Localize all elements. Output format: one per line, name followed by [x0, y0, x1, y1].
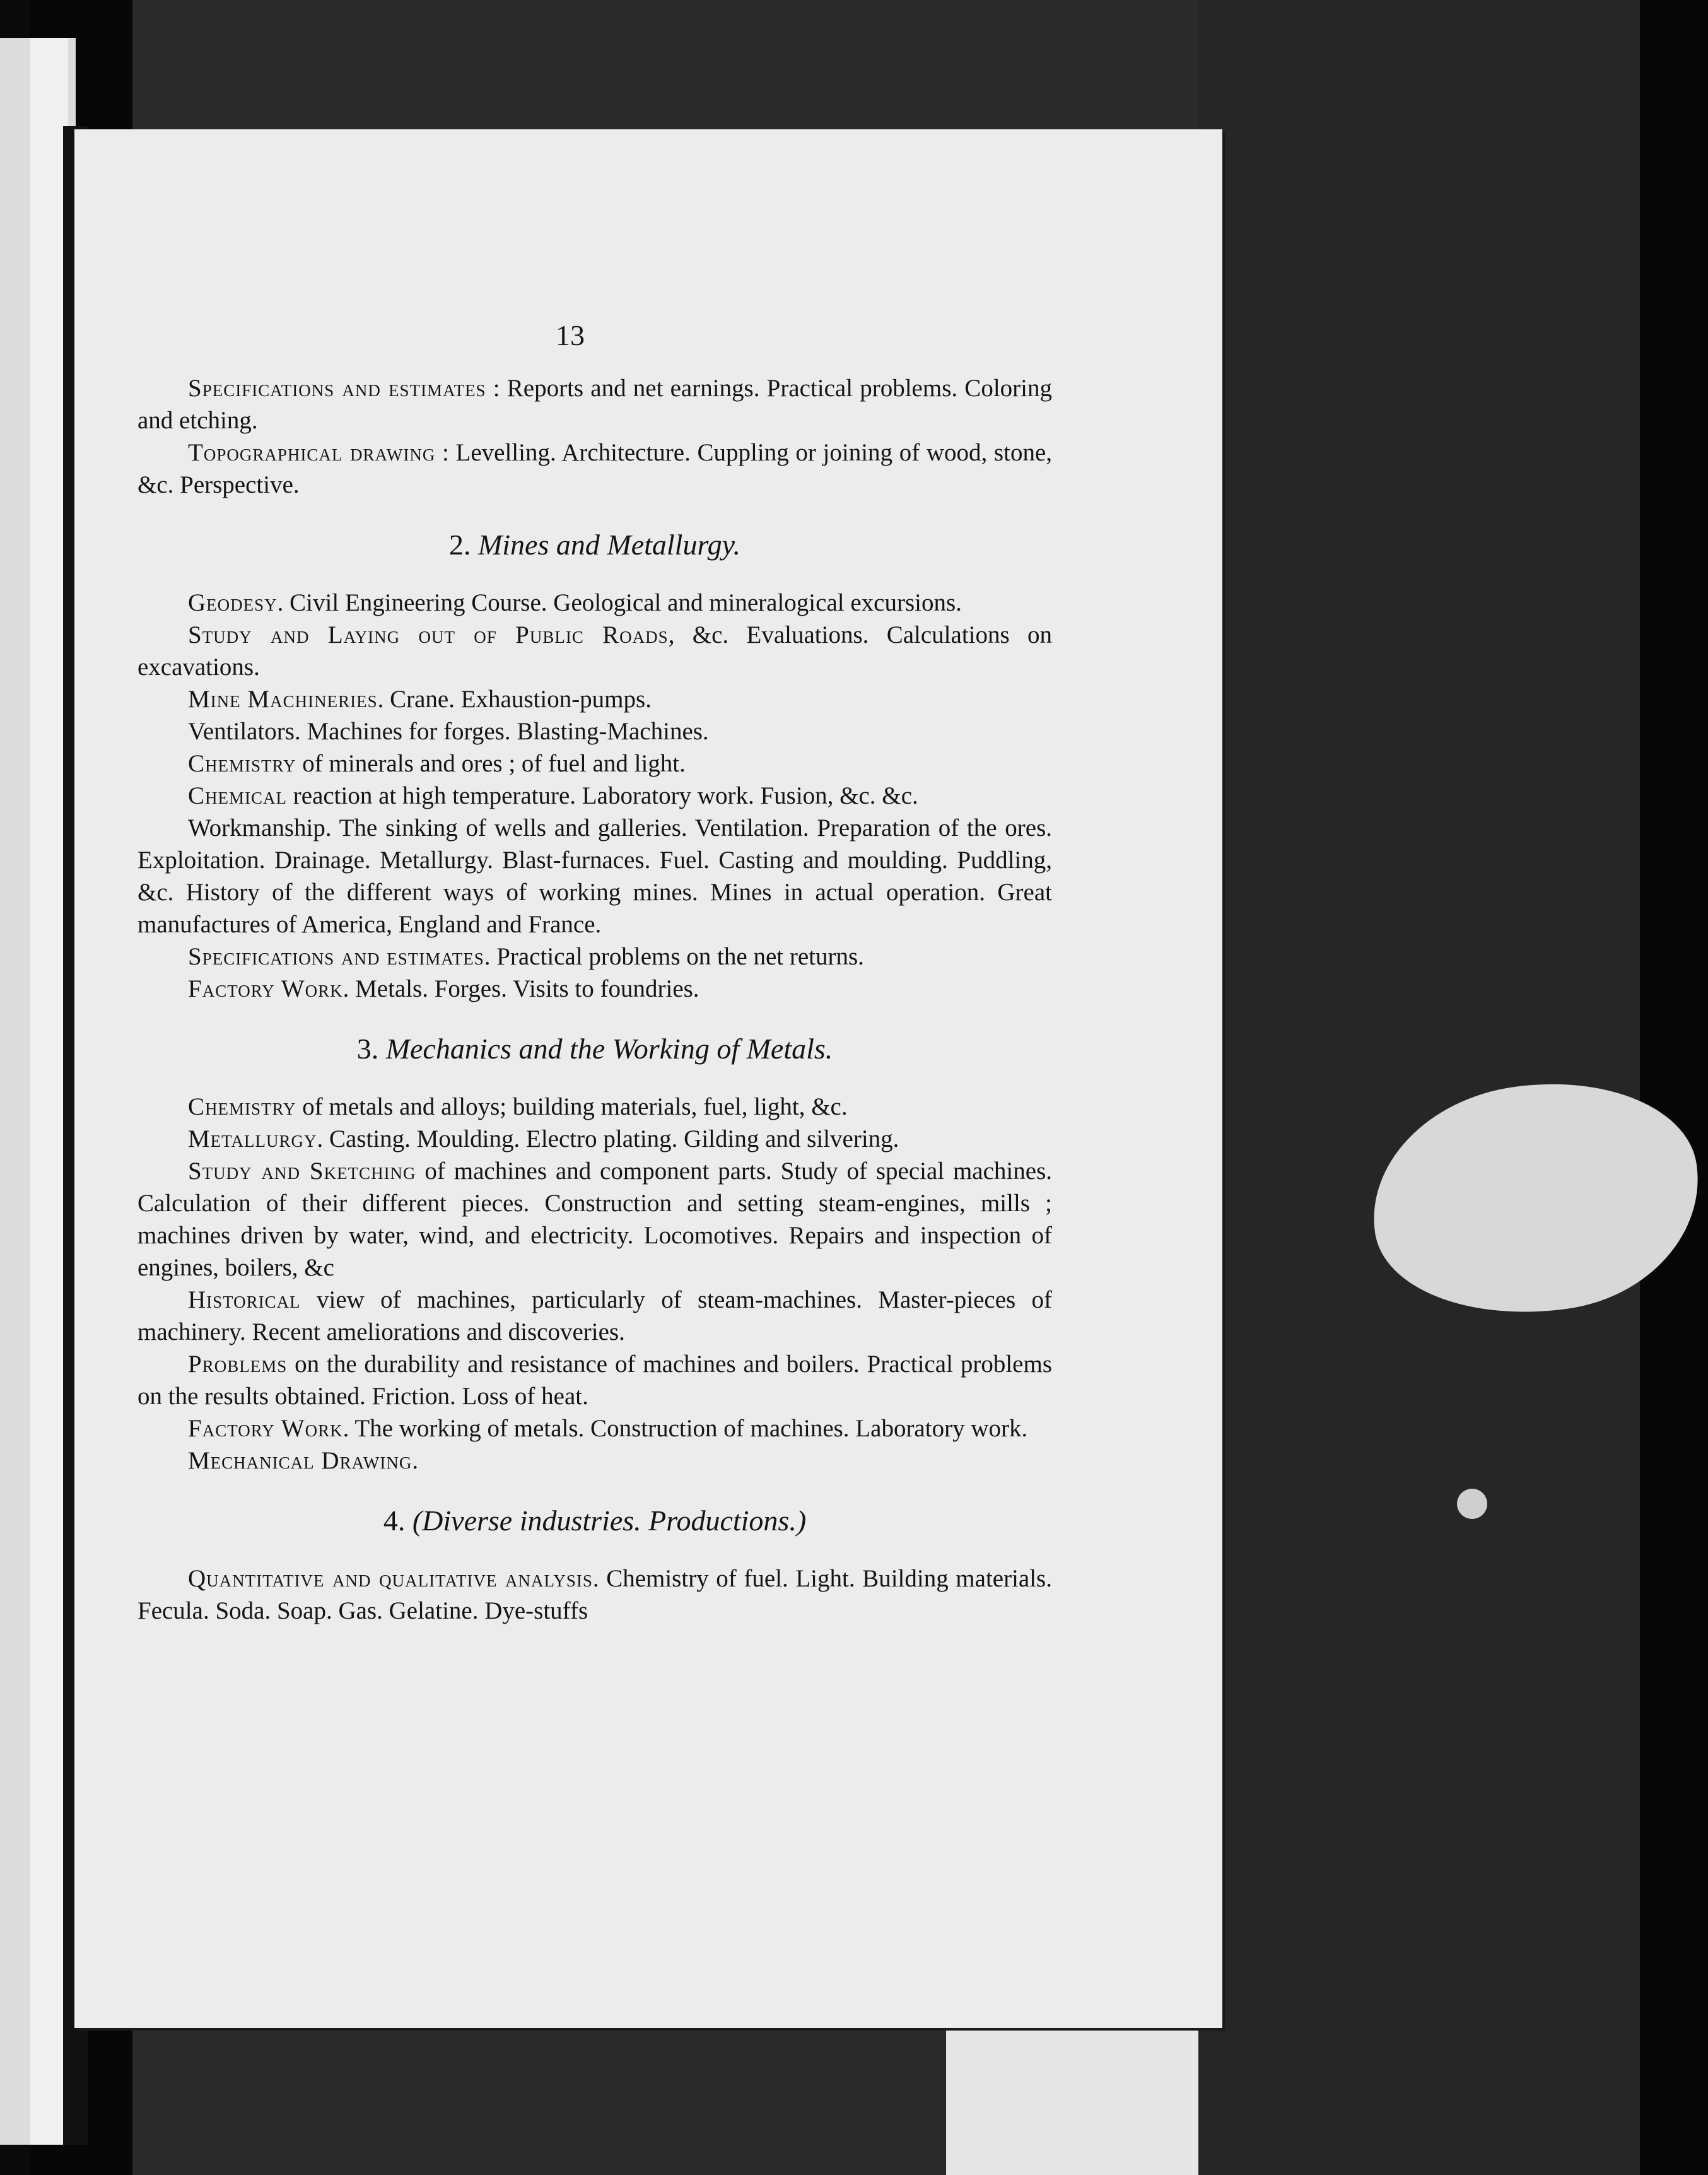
paragraph	[137, 747, 1052, 780]
paragraph	[137, 437, 1052, 501]
paragraph	[137, 1445, 1052, 1477]
section-title: (Diverse industries. Productions.)	[412, 1504, 807, 1537]
paragraph	[137, 372, 1052, 437]
page-number: 13	[556, 319, 585, 351]
section-number: 3.	[356, 1033, 386, 1065]
section-number: 2.	[448, 529, 478, 561]
paragraph	[137, 587, 1052, 619]
paragraph-text: Ventilators. Machines for forges. Blasting-Machines.	[188, 718, 709, 745]
paragraph-lead: Metallurgy	[188, 1125, 317, 1152]
paragraph-lead: Study and Sketching	[188, 1158, 416, 1185]
paragraph-text: .	[412, 1447, 419, 1474]
paragraph	[137, 941, 1052, 973]
paragraph-lead: Chemistry	[188, 750, 296, 777]
paragraph-text: , &c. Evaluations. Calculations on excavations.	[137, 621, 1052, 681]
paragraph	[137, 1562, 1052, 1627]
paragraph-text: Workmanship. The sinking of wells and galleries. Ventilation. Preparation of the ores. Exploitation. Drainage. Metallurgy. Blast-furnaces. Fuel. Casting and moulding. Puddling, &c. History of the different ways of working mines. Mines in actual operation. Great manufactures of America, England and France.	[137, 814, 1052, 938]
paragraph	[137, 1123, 1052, 1155]
paragraph-lead: Topographical drawing	[188, 439, 436, 466]
paragraph	[137, 1155, 1052, 1284]
paragraph-lead: Mine Machineries	[188, 686, 378, 713]
paragraph-text: : Reports and net earnings. Practical problems. Coloring and etching.	[137, 375, 1052, 434]
paragraph-text: . Metals. Forges. Visits to foundries.	[342, 975, 699, 1002]
section-number: 4.	[383, 1504, 412, 1537]
paragraph-text: . Practical problems on the net returns.	[484, 943, 864, 970]
paragraph-lead: Historical	[188, 1286, 301, 1313]
paragraph-lead: Mechanical Drawing	[188, 1447, 412, 1474]
paragraph-lead: Specifications and estimates	[188, 943, 484, 970]
paragraph-lead: Geodesy	[188, 589, 278, 616]
paragraph-text: of metals and alloys; building materials, fuel, light, &c.	[296, 1093, 848, 1120]
paragraph-text: view of machines, particularly of steam-machines. Master-pieces of machinery. Recent ameliorations and discoveries.	[137, 1286, 1052, 1345]
paragraph-lead: Study and Laying out of Public Roads	[188, 621, 669, 648]
paragraph-text: : Levelling. Architecture. Cuppling or joining of wood, stone, &c. Perspective.	[137, 439, 1053, 498]
paragraph	[137, 715, 1052, 747]
paragraph	[137, 812, 1052, 941]
facing-page-edge-highlight	[30, 38, 68, 2145]
paragraph-lead: Factory Work	[188, 1415, 343, 1442]
paragraph	[137, 1284, 1052, 1348]
paragraph-lead: Problems	[188, 1351, 288, 1378]
paragraph-text: . The working of metals. Construction of machines. Laboratory work.	[342, 1415, 1028, 1442]
paragraph-text: . Civil Engineering Course. Geological and mineralogical excursions.	[277, 589, 962, 616]
paragraph-lead: Quantitative and qualitative analysis	[188, 1565, 593, 1592]
page-text	[137, 372, 1052, 1627]
paragraph-text: . Crane. Exhaustion-pumps.	[377, 686, 652, 713]
paragraph-lead: Specifications and estimates	[188, 375, 486, 402]
document-page	[74, 129, 1222, 2028]
paragraph	[137, 1412, 1052, 1445]
paragraph	[137, 1348, 1052, 1412]
paragraph-text: of minerals and ores ; of fuel and light.	[296, 750, 686, 777]
section-heading	[137, 526, 1052, 564]
paragraph-lead: Chemical	[188, 782, 288, 809]
paragraph	[137, 973, 1052, 1005]
paragraph-lead: Chemistry	[188, 1093, 296, 1120]
paragraph-text: reaction at high temperature. Laboratory work. Fusion, &c. &c.	[287, 782, 918, 809]
paragraph	[137, 683, 1052, 715]
section-title: Mines and Metallurgy.	[477, 529, 741, 561]
paragraph-text: of machines and component parts. Study of special machines. Calculation of their different pieces. Construction and setting steam-engines, mills ; machines driven by water, wind, and electricity. Locomotives. Repairs and inspection of engines, boilers, &c	[137, 1158, 1053, 1281]
section-title: Mechanics and the Working of Metals.	[385, 1033, 833, 1065]
paper-speck	[1457, 1489, 1487, 1519]
paragraph-text: . Chemistry of fuel. Light. Building materials. Fecula. Soda. Soap. Gas. Gelatine. Dye-stuffs	[137, 1565, 1052, 1624]
section-heading	[137, 1030, 1052, 1068]
paragraph	[137, 1091, 1052, 1123]
paragraph	[137, 619, 1052, 683]
section-heading	[137, 1502, 1052, 1540]
paragraph-lead: Factory Work	[188, 975, 343, 1002]
paragraph	[137, 780, 1052, 812]
paragraph-text: on the durability and resistance of machines and boilers. Practical problems on the results obtained. Friction. Loss of heat.	[137, 1351, 1052, 1410]
paragraph-text: . Casting. Moulding. Electro plating. Gilding and silvering.	[317, 1125, 899, 1152]
